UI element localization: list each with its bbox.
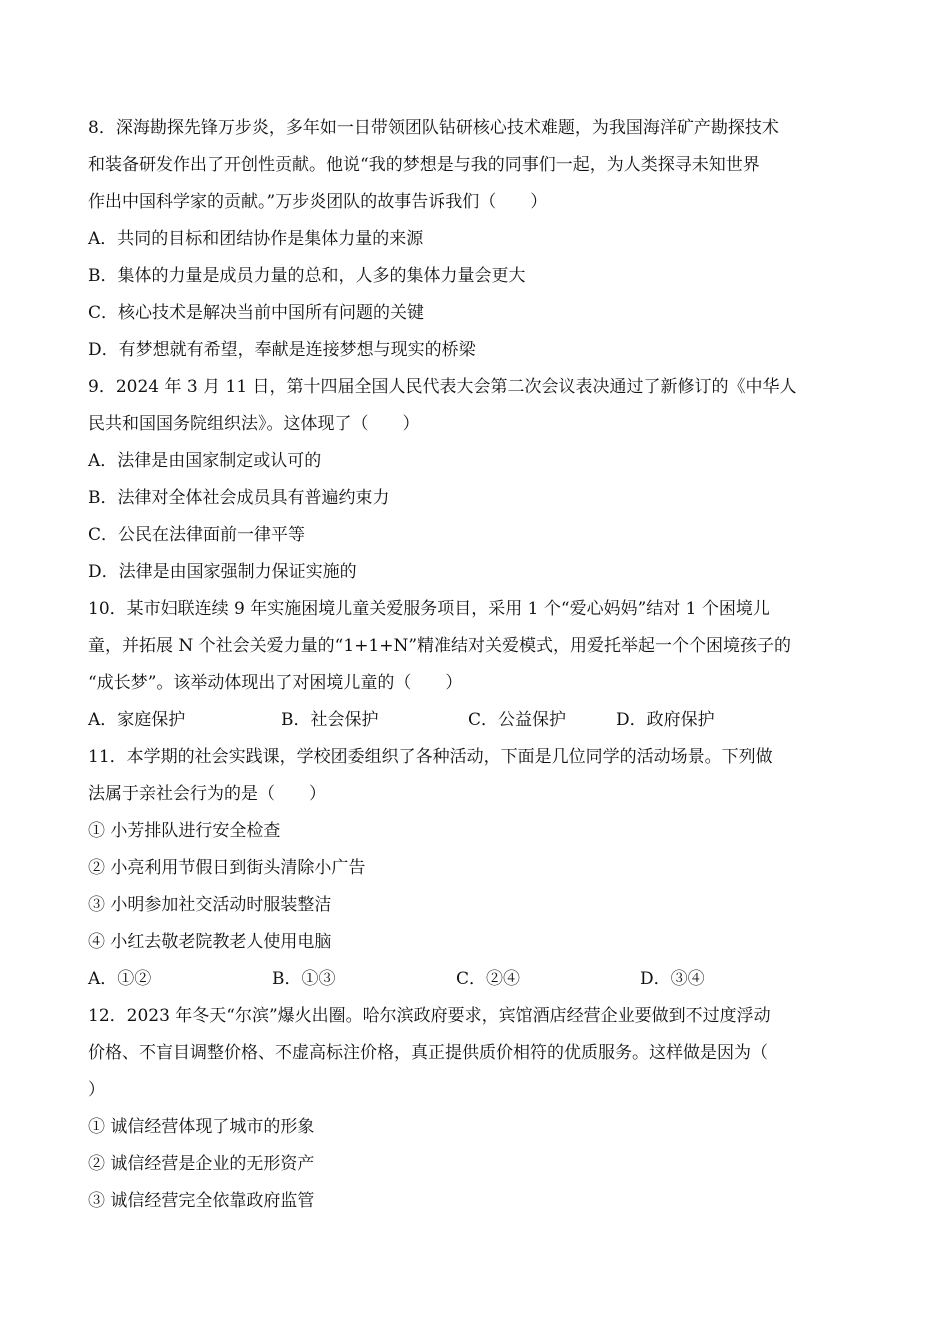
option-c: C．②④ — [456, 969, 521, 989]
option-a: A．①② — [88, 969, 152, 989]
question-stem-line: 童，并拓展 N 个社会关爱力量的“1+1+N”精准结对关爱模式，用爱托举起一个个困境孩子的 — [88, 636, 792, 656]
option-d: D．政府保护 — [616, 710, 715, 730]
option-d: D．法律是由国家强制力保证实施的 — [88, 562, 357, 582]
statement-1: ① 小芳排队进行安全检查 — [88, 821, 281, 841]
question-stem-line: 12．2023 年冬天“尔滨”爆火出圈。哈尔滨政府要求，宾馆酒店经营企业要做到不过度浮动 — [88, 1006, 771, 1026]
question-12 — [88, 998, 870, 1220]
question-stem-line: 和装备研发作出了开创性贡献。他说“我的梦想是与我的同事们一起，为人类探寻未知世界 — [88, 155, 760, 175]
option-b: B．集体的力量是成员力量的总和，人多的集体力量会更大 — [88, 266, 526, 286]
option-d: D．③④ — [640, 969, 705, 989]
question-stem-line: 11．本学期的社会实践课，学校团委组织了各种活动，下面是几位同学的活动场景。下列做 — [88, 747, 773, 767]
question-11 — [88, 739, 870, 998]
option-a: A．共同的目标和团结协作是集体力量的来源 — [88, 229, 424, 249]
question-stem-line: 民共和国国务院组织法》。这体现了（ ） — [88, 414, 420, 434]
question-stem-line: 9．2024 年 3 月 11 日，第十四届全国人民代表大会第二次会议表决通过了新修订的《中华人 — [88, 377, 797, 397]
statement-1: ① 诚信经营体现了城市的形象 — [88, 1117, 315, 1137]
option-d: D．有梦想就有希望，奉献是连接梦想与现实的桥梁 — [88, 340, 476, 360]
question-stem-line: 作出中国科学家的贡献。”万步炎团队的故事告诉我们（ ） — [88, 192, 548, 212]
option-c: C．公益保护 — [468, 710, 567, 730]
option-c: C．公民在法律面前一律平等 — [88, 525, 306, 545]
options-row — [88, 702, 870, 739]
question-stem-line: 10．某市妇联连续 9 年实施困境儿童关爱服务项目，采用 1 个“爱心妈妈”结对 1 个困境儿 — [88, 599, 770, 619]
question-stem-line: “成长梦”。该举动体现出了对困境儿童的（ ） — [88, 673, 463, 693]
question-stem-line: 8．深海勘探先锋万步炎，多年如一日带领团队钻研核心技术难题，为我国海洋矿产勘探技术 — [88, 118, 779, 138]
option-b: B．①③ — [272, 969, 336, 989]
question-stem-line: 价格、不盲目调整价格、不虚高标注价格，真正提供质价相符的优质服务。这样做是因为（ — [88, 1043, 768, 1063]
question-10 — [88, 591, 870, 739]
option-a: A．家庭保护 — [88, 710, 186, 730]
statement-3: ③ 诚信经营完全依靠政府监管 — [88, 1191, 315, 1211]
options-row — [88, 961, 870, 998]
question-8 — [88, 110, 870, 369]
question-stem-line: ） — [88, 1080, 105, 1100]
statement-4: ④ 小红去敬老院教老人使用电脑 — [88, 932, 332, 952]
statement-2: ② 诚信经营是企业的无形资产 — [88, 1154, 315, 1174]
question-9 — [88, 369, 870, 591]
statement-3: ③ 小明参加社交活动时服装整洁 — [88, 895, 332, 915]
option-c: C．核心技术是解决当前中国所有问题的关键 — [88, 303, 425, 323]
statement-2: ② 小亮利用节假日到街头清除小广告 — [88, 858, 366, 878]
question-stem-line: 法属于亲社会行为的是（ ） — [88, 784, 326, 804]
option-a: A．法律是由国家制定或认可的 — [88, 451, 322, 471]
option-b: B．法律对全体社会成员具有普遍约束力 — [88, 488, 390, 508]
option-b: B．社会保护 — [281, 710, 379, 730]
